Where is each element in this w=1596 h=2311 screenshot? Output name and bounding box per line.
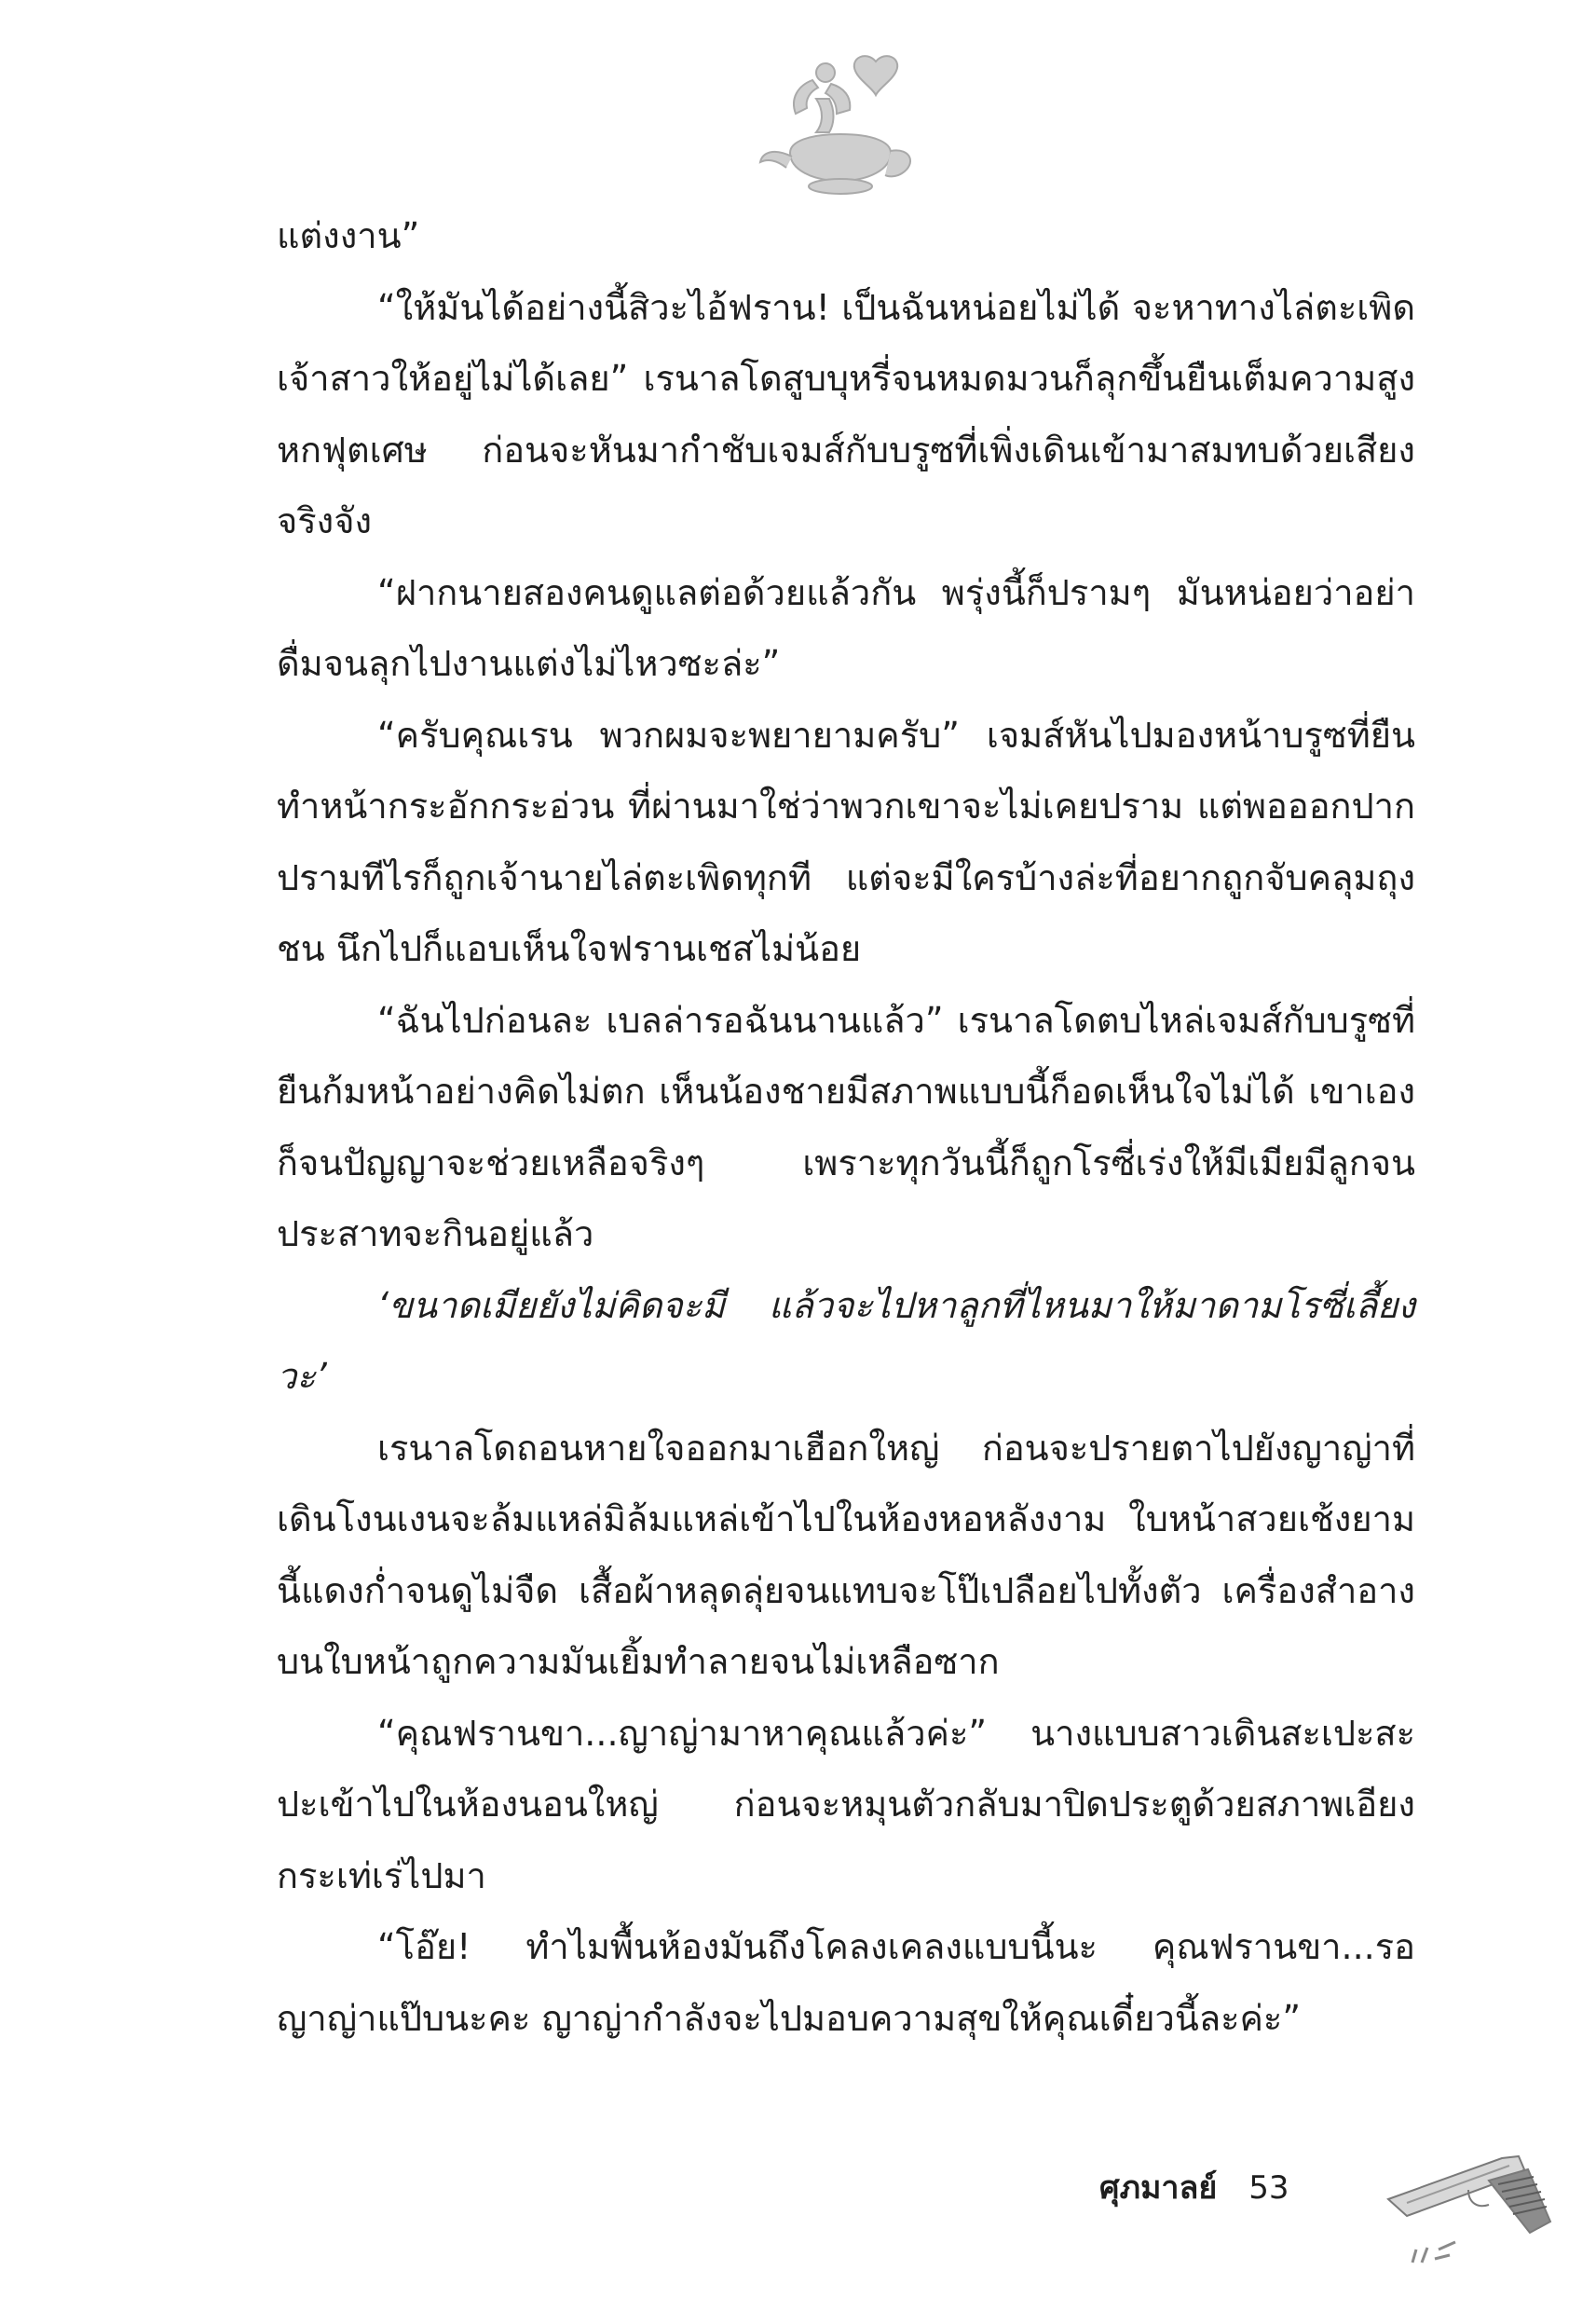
- page-label: [1099, 2162, 1289, 2212]
- paragraph-1: แต่งงาน”: [277, 215, 420, 256]
- paragraph-7: เรนาลโดถอนหายใจออกมาเฮือกใหญ่ ก่อนจะปรายตาไปยังญาญ่าที่เดินโงนเงนจะล้มแหล่มิล้มแหล่เข้าไปในห้องหอหลังงาม ใบหน้าสวยเช้งยามนี้แดงก่ำจนดูไม่จืด เสื้อผ้าหลุดลุ่ยจนแทบจะโป๊เปลือยไปทั้งตัว เครื่องสำอางบนใบหน้าถูกความมันเยิ้มทำลายจนไม่เหลือซาก: [277, 1427, 1415, 1682]
- paragraph-2: “ให้มันได้อย่างนี้สิวะไอ้ฟราน! เป็นฉันหน่อยไม่ได้ จะหาทางไล่ตะเพิดเจ้าสาวให้อยู่ไม่ได้เลย” เรนาลโดสูบบุหรี่จนหมดมวนก็ลุกขึ้นยืนเต็มความสูงหกฟุตเศษ ก่อนจะหันมากำชับเจมส์กับบรูซที่เพิ่งเดินเข้ามาสมทบด้วยเสียงจริงจัง: [277, 286, 1415, 541]
- paragraph-4: “ครับคุณเรน พวกผมจะพยายามครับ” เจมส์หันไปมองหน้าบรูซที่ยืนทำหน้ากระอักกระอ่วน ที่ผ่านมาใช่ว่าพวกเขาจะไม่เคยปราม แต่พอออกปากปรามทีไรก็ถูกเจ้านายไล่ตะเพิดทุกที แต่จะมีใครบ้างล่ะที่อยากถูกจับคลุมถุงชน นึกไปก็แอบเห็นใจฟรานเชสไม่น้อย: [277, 714, 1415, 969]
- author-name: ศุภมาลย์: [1099, 2169, 1218, 2207]
- cupid-teapot-logo-icon: [757, 43, 924, 211]
- paragraph-6-thought: ‘ขนาดเมียยังไม่คิดจะมี แล้วจะไปหาลูกที่ไหนมาให้มาดามโรซี่เลี้ยงวะ’: [277, 1284, 1415, 1397]
- paragraph-9: “โอ๊ย! ทำไมพื้นห้องมันถึงโคลงเคลงแบบนี้นะ คุณฟรานขา...รอญาญ่าแป๊บนะคะ ญาญ่ากำลังจะไปมอบความสุขให้คุณเดี๋ยวนี้ละค่ะ”: [277, 1926, 1415, 2039]
- page-footer: [1099, 2143, 1547, 2283]
- paragraph-5: “ฉันไปก่อนละ เบลล่ารอฉันนานแล้ว” เรนาลโดตบไหล่เจมส์กับบรูซที่ยืนก้มหน้าอย่างคิดไม่ตก เห็นน้องชายมีสภาพแบบนี้ก็อดเห็นใจไม่ได้ เขาเองก็จนปัญญาจะช่วยเหลือจริงๆ เพราะทุกวันนี้ก็ถูกโรซี่เร่งให้มีเมียมีลูกจนประสาทจะกินอยู่แล้ว: [277, 999, 1415, 1254]
- body-text: [277, 200, 1415, 2054]
- paragraph-3: “ฝากนายสองคนดูแลต่อด้วยแล้วกัน พรุ่งนี้ก็ปรามๆ มันหน่อยว่าอย่าดื่มจนลุกไปงานแต่งไม่ไหวซะล่ะ”: [277, 571, 1415, 684]
- pistol-icon: [1379, 2138, 1565, 2268]
- paragraph-8: “คุณฟรานขา...ญาญ่ามาหาคุณแล้วค่ะ” นางแบบสาวเดินสะเปะสะปะเข้าไปในห้องนอนใหญ่ ก่อนจะหมุนตัวกลับมาปิดประตูด้วยสภาพเอียงกระเท่เร่ไปมา: [277, 1712, 1415, 1896]
- page-number: 53: [1248, 2169, 1289, 2207]
